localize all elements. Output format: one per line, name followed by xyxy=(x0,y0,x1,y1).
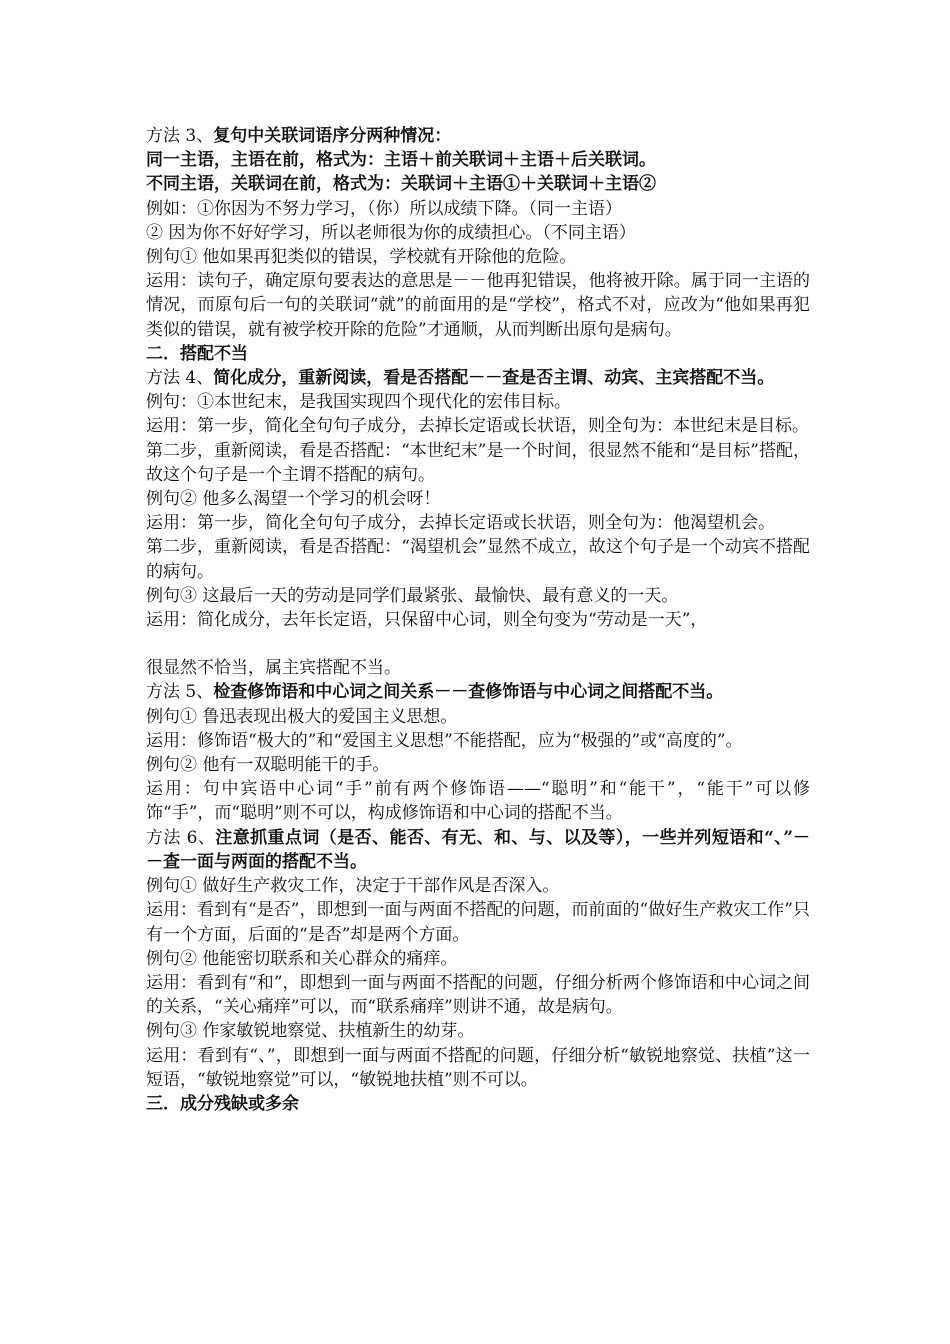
method-4-heading: 方法 4、简化成分，重新阅读，看是否搭配－－查是否主谓、动宾、主宾搭配不当。 xyxy=(146,368,775,389)
usage-paragraph: 第二步，重新阅读，看是否搭配：“渴望机会”显然不成立，故这个句子是一个动宾不搭配的病句。 xyxy=(146,537,810,582)
method-6-heading: 方法 6、注意抓重点词（是否、能否、有无、和、与、以及等），一些并列短语和“、”－－查一面与两面的搭配不当。 xyxy=(146,827,810,872)
example-line: 例句③ 作家敏锐地察觉、扶植新生的幼芽。 xyxy=(146,1021,475,1042)
method-5-heading: 方法 5、检查修饰语和中心词之间关系－－查修饰语与中心词之间搭配不当。 xyxy=(146,682,724,703)
example-line: 例句② 他有一双聪明能干的手。 xyxy=(146,755,390,776)
usage-paragraph: 运用：第一步，简化全句句子成分，去掉长定语或长状语，则全句为：本世纪末是目标。 xyxy=(146,416,809,437)
example-line: 例句：①本世纪末，是我国实现四个现代化的宏伟目标。 xyxy=(146,392,571,413)
usage-paragraph: 运用：修饰语“极大的”和“爱国主义思想”不能搭配，应为“极强的”或“高度的”。 xyxy=(146,730,743,751)
method-3-heading: 方法 3、复句中关联词语序分两种情况： xyxy=(146,126,452,146)
example-line: 例如：①你因为不努力学习，（你）所以成绩下降。（同一主语） xyxy=(146,198,622,219)
usage-paragraph: 运用：看到有“、”，即想到一面与两面不搭配的问题，仔细分析“敏锐地察觉、扶植”这一短语，“敏锐地察觉”可以，“敏锐地扶植”则不可以。 xyxy=(146,1045,810,1090)
section-heading-2: 二．搭配不当 xyxy=(146,343,248,364)
usage-paragraph: 第二步，重新阅读，看是否搭配：“本世纪末”是一个时间，很显然不能和“是目标”搭配，故这个句子是一个主谓不搭配的病句。 xyxy=(146,440,810,485)
example-line: 例句① 他如果再犯类似的错误，学校就有开除他的危险。 xyxy=(146,247,577,268)
example-line: 例句② 他多么渴望一个学习的机会呀！ xyxy=(146,489,441,510)
usage-paragraph: 运用：看到有“是否”，即想到一面与两面不搭配的问题，而前面的“做好生产救灾工作”只有一个方面，后面的“是否”却是两个方面。 xyxy=(146,900,810,945)
usage-paragraph: 运用：简化成分，去年长定语，只保留中心词，则全句变为“劳动是一天”， xyxy=(146,610,708,631)
blank-line xyxy=(146,632,810,656)
example-line: 例句③ 这最后一天的劳动是同学们最紧张、最愉快、最有意义的一天。 xyxy=(146,585,679,606)
document-body xyxy=(146,124,810,1116)
example-line: 例句① 做好生产救灾工作，决定于干部作风是否深入。 xyxy=(146,876,560,897)
rule-different-subject: 不同主语，关联词在前，格式为：关联词＋主语①＋关联词＋主语② xyxy=(146,174,656,195)
usage-paragraph: 运用：读句子，确定原句要表达的意思是－－他再犯错误，他将被开除。属于同一主语的情况，而原句后一句的关联词“就”的前面用的是“学校”，格式不对，应改为“他如果再犯类似的错误，就有被学校开除的危险”才通顺，从而判断出原句是病句。 xyxy=(146,271,810,340)
rule-same-subject: 同一主语，主语在前，格式为：主语＋前关联词＋主语＋后关联词。 xyxy=(146,150,656,171)
usage-paragraph: 很显然不恰当，属主宾搭配不当。 xyxy=(146,658,401,679)
example-line: 例句① 鲁迅表现出极大的爱国主义思想。 xyxy=(146,706,458,727)
section-heading-3: 三．成分残缺或多余 xyxy=(146,1093,299,1114)
usage-paragraph: 运用：句中宾语中心词“手”前有两个修饰语——“聪明”和“能干”，“能干”可以修饰“手”，而“聪明”则不可以，构成修饰语和中心词的搭配不当。 xyxy=(146,779,810,824)
usage-paragraph: 运用：第一步，简化全句句子成分，去掉长定语或长状语，则全句为：他渴望机会。 xyxy=(146,513,775,534)
example-line: ② 因为你不好好学习，所以老师很为你的成绩担心。（不同主语） xyxy=(146,222,636,243)
example-line: 例句② 他能密切联系和关心群众的痛痒。 xyxy=(146,948,458,969)
usage-paragraph: 运用：看到有“和”，即想到一面与两面不搭配的问题，仔细分析两个修饰语和中心词之间的关系，“关心痛痒”可以，而“联系痛痒”则讲不通，故是病句。 xyxy=(146,972,810,1018)
